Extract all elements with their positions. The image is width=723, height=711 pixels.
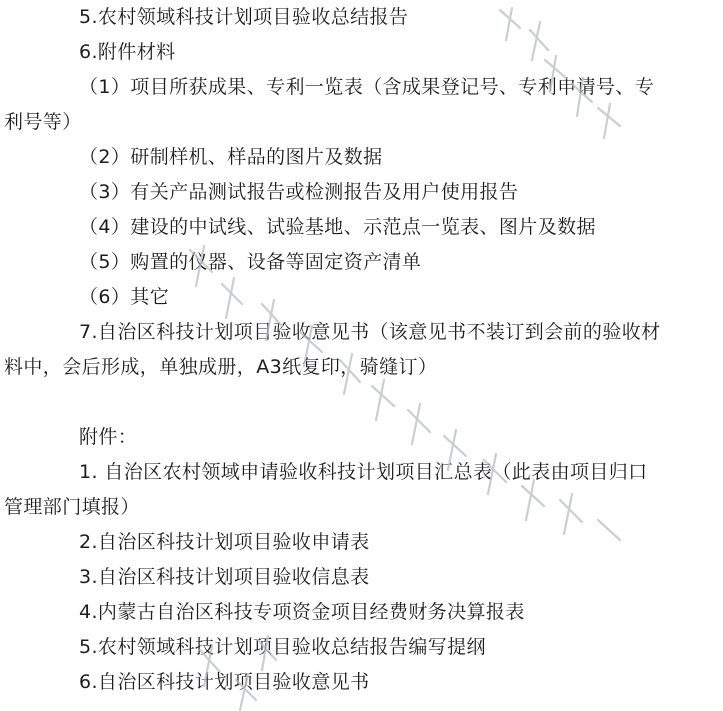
doc-line-19: 6.自治区科技计划项目验收意见书 <box>79 671 370 693</box>
doc-line-17: 4.内蒙古自治区科技专项资金项目经费财务决算报表 <box>79 601 525 623</box>
doc-line-15: 2.自治区科技计划项目验收申请表 <box>79 531 370 553</box>
doc-line-11: 料中，会后形成，单独成册，A3纸复印，骑缝订） <box>4 356 438 378</box>
doc-line-14: 管理部门填报） <box>4 496 140 518</box>
doc-line-7: （4）建设的中试线、试验基地、示范点一览表、图片及数据 <box>79 216 596 238</box>
doc-line-3: （1）项目所获成果、专利一览表（含成果登记号、专利申请号、专 <box>79 76 655 98</box>
doc-line-4: 利号等） <box>4 111 82 133</box>
doc-line-10: 7.自治区科技计划项目验收意见书（该意见书不装订到会前的验收材 <box>79 321 661 343</box>
doc-line-12: 附件： <box>79 426 138 448</box>
doc-line-18: 5.农村领域科技计划项目验收总结报告编写提纲 <box>79 636 486 658</box>
doc-line-2: 6.附件材料 <box>79 41 176 63</box>
doc-line-16: 3.自治区科技计划项目验收信息表 <box>79 566 370 588</box>
doc-line-8: （5）购置的仪器、设备等固定资产清单 <box>79 251 422 273</box>
doc-line-9: （6）其它 <box>79 286 170 308</box>
doc-line-1: 5.农村领域科技计划项目验收总结报告 <box>79 6 409 28</box>
doc-line-5: （2）研制样机、样品的图片及数据 <box>79 146 383 168</box>
doc-line-13: 1. 自治区农村领域申请验收科技计划项目汇总表（此表由项目归口 <box>79 461 648 483</box>
doc-line-6: （3）有关产品测试报告或检测报告及用户使用报告 <box>79 181 519 203</box>
